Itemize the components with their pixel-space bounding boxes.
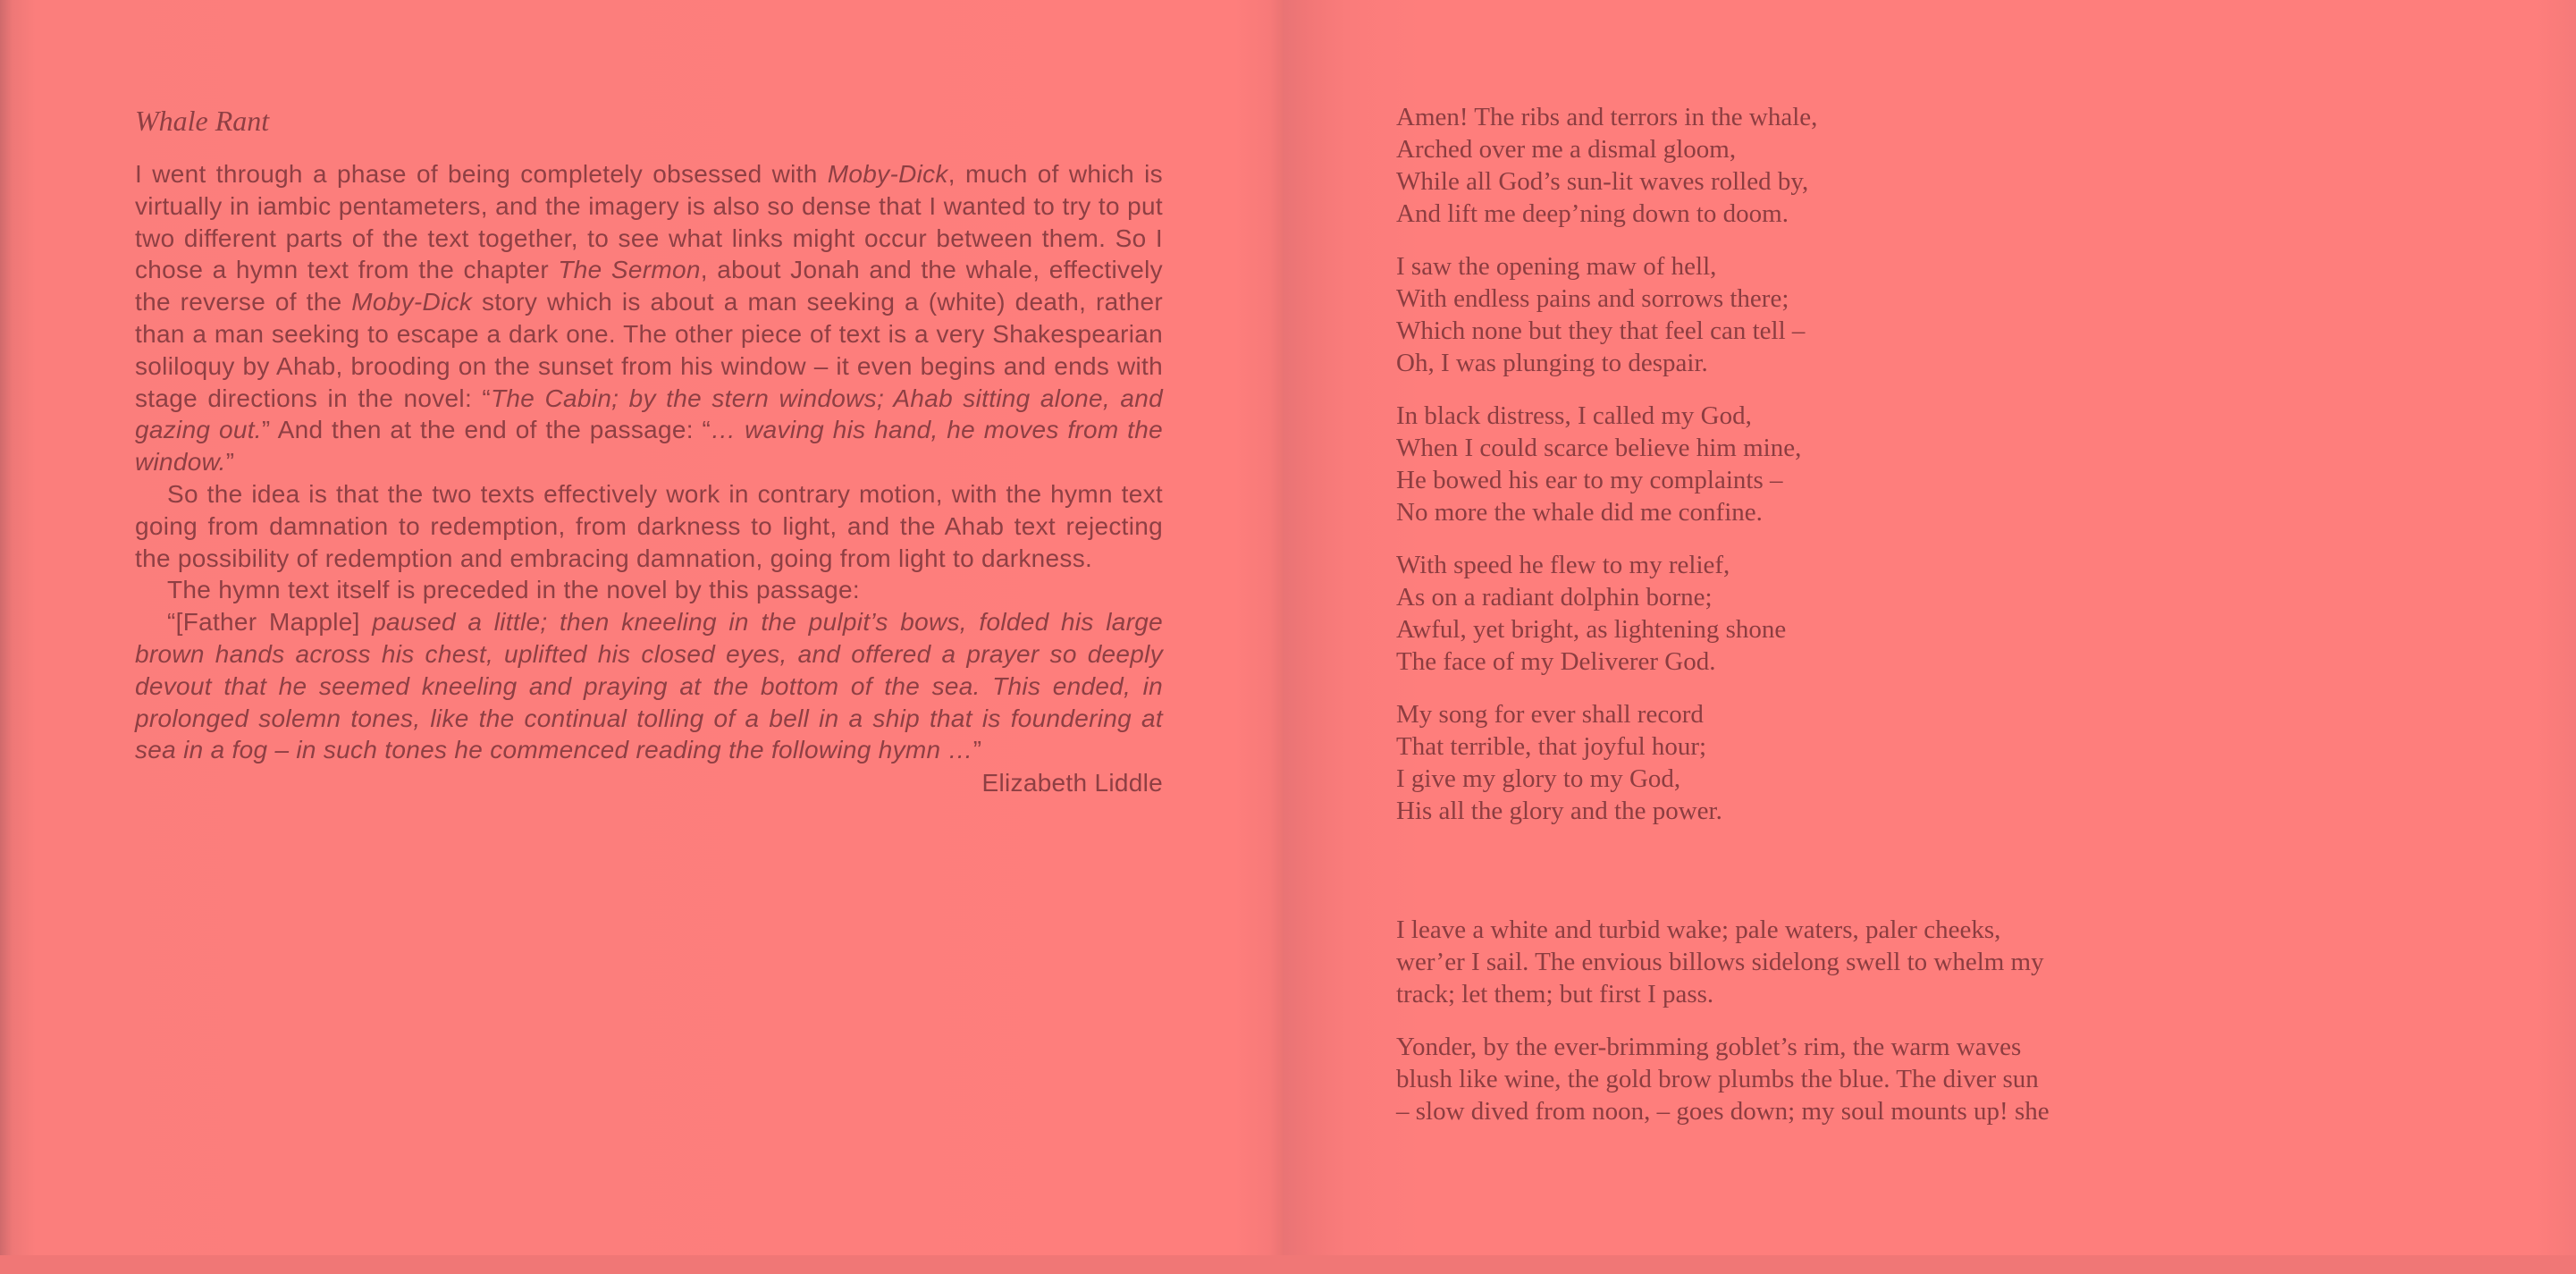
verse-line: My song for ever shall record	[1396, 700, 1704, 729]
verse-line: And lift me deep’ning down to doom.	[1396, 199, 1789, 228]
text-span: story which is about a man seeking a (white) death, rather than a man seeking to escape a dark one. The other piece of text is a very Shakespearian soliloquy by Ahab, brooding on the sunset from his window – it even begins and ends with stage directions in the novel: “	[135, 288, 1163, 412]
soliloquy-line: – slow dived from noon, – goes down; my soul mounts up! she	[1396, 1097, 2050, 1126]
text-span: ”	[972, 736, 982, 764]
text-span: ”	[225, 448, 235, 477]
essay-paragraph	[135, 478, 1163, 574]
essay-column	[135, 103, 1163, 799]
italic-text: … waving his hand, he moves from the window.	[135, 416, 1164, 477]
verse-line: That terrible, that joyful hour;	[1396, 732, 1707, 761]
verse-line: Awful, yet bright, as lightening shone	[1396, 615, 1787, 644]
hymn-stanza	[1396, 250, 2201, 379]
verse-line: Arched over me a dismal gloom,	[1396, 135, 1737, 164]
verse-line: With speed he flew to my relief,	[1396, 551, 1730, 579]
soliloquy-line: blush like wine, the gold brow plumbs the blue. The diver sun	[1396, 1065, 2039, 1093]
text-span: I went through a phase of being completely obsessed with	[135, 160, 828, 188]
soliloquy-paragraph	[1396, 1031, 2129, 1127]
text-span: “[Father Mapple]	[167, 608, 373, 637]
italic-text: paused a little; then kneeling in the pulpit’s bows, folded his large brown hands across his chest, uplifted his closed eyes, and offered a prayer so deeply devout that he seemed kneeling and praying at the bottom of the sea. This ended, in prolonged solemn tones, like the continual tolling of a bell in a ship that is foundering at sea in a fog – in such tones he commenced reading the following hymn …	[135, 608, 1163, 764]
verse-line: I give my glory to my God,	[1396, 764, 1681, 793]
verse-line: He bowed his ear to my complaints –	[1396, 466, 1783, 494]
essay-title: Whale Rant	[135, 105, 270, 137]
soliloquy-line: Yonder, by the ever-brimming goblet’s rim, the warm waves	[1396, 1033, 2022, 1061]
essay-paragraph	[135, 574, 1163, 606]
soliloquy-line: wer’er I sail. The envious billows sidelong swell to whelm my	[1396, 948, 2044, 976]
text-span: ” And then at the end of the passage: “	[261, 416, 711, 444]
soliloquy-paragraph	[1396, 914, 2129, 1010]
verse-line: As on a radiant dolphin borne;	[1396, 583, 1713, 612]
verse-line: I saw the opening maw of hell,	[1396, 252, 1717, 281]
italic-text: The Sermon	[558, 256, 701, 284]
soliloquy-line: track; let them; but first I pass.	[1396, 980, 1714, 1008]
verse-line: Amen! The ribs and terrors in the whale,	[1396, 103, 1818, 131]
verse-line: Which none but they that feel can tell –	[1396, 316, 1806, 345]
hymn-stanza	[1396, 698, 2201, 827]
page-bottom-edge	[0, 1255, 2576, 1274]
text-span: , much of which is virtually in iambic pentameters, and the imagery is also so dense that I wanted to try to put two different parts of the text together, to see what links might occur between them. So I chose a hymn text from the chapter	[135, 160, 1163, 284]
verse-line: When I could scarce believe him mine,	[1396, 434, 1802, 462]
hymn-stanza	[1396, 101, 2201, 230]
verse-line: The face of my Deliverer God.	[1396, 647, 1716, 676]
essay-body	[135, 158, 1163, 766]
verse-line: No more the whale did me confine.	[1396, 498, 1763, 527]
verse-line: In black distress, I called my God,	[1396, 401, 1752, 430]
verse-line: While all God’s sun-lit waves rolled by,	[1396, 167, 1809, 196]
italic-text: The Cabin; by the stern windows; Ahab sitting alone, and gazing out.	[135, 384, 1163, 444]
text-span: So the idea is that the two texts effectively work in contrary motion, with the hymn text going from damnation to redemption, from darkness to light, and the Ahab text rejecting the possibility of redemption and embracing damnation, going from light to darkness.	[135, 479, 1163, 572]
ahab-soliloquy	[1396, 914, 2129, 1148]
author-signature: Elizabeth Liddle	[981, 769, 1163, 797]
text-span: The hymn text itself is preceded in the novel by this passage:	[167, 576, 861, 604]
hymn-stanza	[1396, 400, 2201, 528]
italic-text: Moby-Dick	[351, 288, 473, 316]
essay-paragraph	[135, 158, 1163, 478]
verse-line: His all the glory and the power.	[1396, 797, 1722, 825]
hymn-verses	[1396, 101, 2201, 848]
essay-paragraph	[135, 606, 1163, 766]
verse-line: Oh, I was plunging to despair.	[1396, 349, 1708, 377]
text-span: , about Jonah and the whale, effectively the reverse of the	[135, 256, 1163, 316]
soliloquy-line: I leave a white and turbid wake; pale waters, paler cheeks,	[1396, 915, 2001, 944]
italic-text: Moby-Dick	[827, 160, 948, 188]
hymn-stanza	[1396, 549, 2201, 678]
verse-line: With endless pains and sorrows there;	[1396, 284, 1789, 313]
